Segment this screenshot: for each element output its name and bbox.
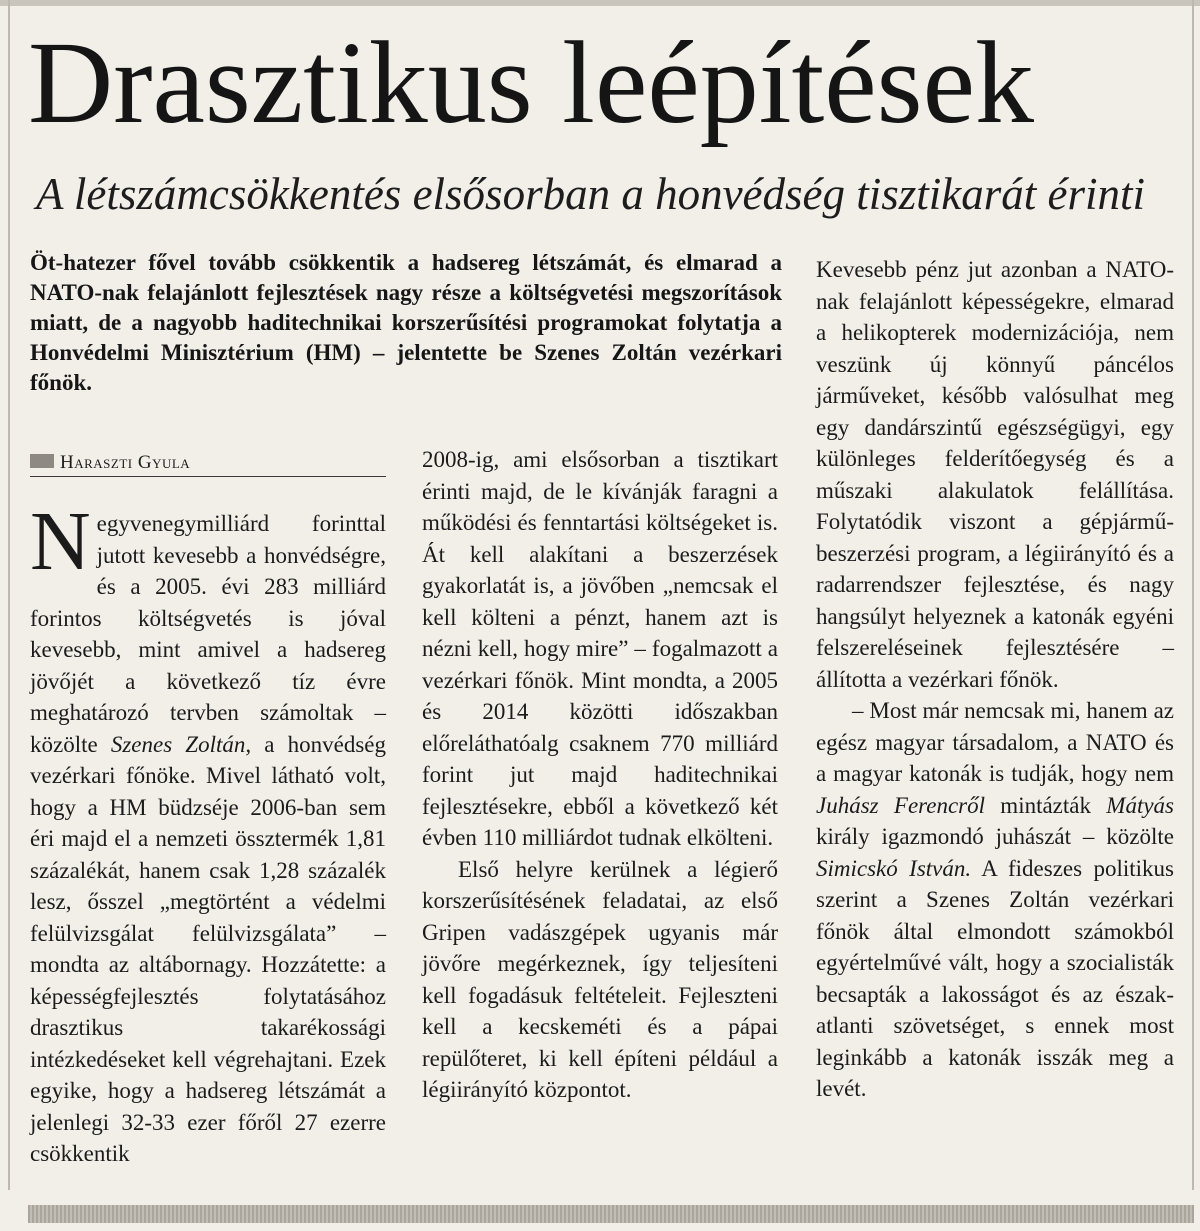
- body-paragraph-5: – Most már nemcsak mi, hanem az egész magyar társadalom, a NATO és a magyar katonák is tudják, hogy nem Juhász Ferencről mintázták Mátyás király igazmondó juhászát – közölte Simicskó István. A fideszes politikus szerint a Szenes Zoltán vezérkari főnök által elmondott számokból egyértelművé vált, hogy a szocialisták becsapták a lakosságot és az észak-atlanti szövetséget, s ennek most leginkább a katonák isszák meg a levét.: [816, 698, 1174, 1101]
- body-paragraph-1: Negyvenegymilliárd forinttal jutott kevesebb a honvédségre, és a 2005. évi 283 milliárd forintos költségvetés is jóval kevesebb, mint amivel a hadsereg jövőjét a következő tíz évre meghatározó tervben számoltak – közölte Szenes Zoltán, a honvédség vezérkari főnöke. Mivel látható volt, hogy a HM büdzséje 2006-ban sem éri majd el a nemzeti össztermék 1,81 százalékát, hanem csak 1,28 százalék lesz, ősszel „megtörtént a védelmi felülvizsgálat felülvizsgálata” – mondta az altábornagy. Hozzátette: a képességfejlesztés folytatásához drasztikus takarékossági intézkedéseket kell végrehajtani. Ezek egyike, hogy a hadsereg létszámát a jelenlegi 32-33 ezer főről 27 ezerre csökkentik: [30, 495, 387, 1166]
- bottom-border-rule: [28, 1205, 1194, 1223]
- person-name: Mátyás: [1106, 792, 1174, 818]
- author-name: Haraszti Gyula: [60, 452, 191, 473]
- column-3: [816, 254, 1174, 1105]
- byline: [30, 452, 386, 477]
- body-paragraph-3: Első helyre kerülnek a légierő korszerűsítésének feladatai, az első Gripen vadászgépek ugyanis már jövőre megérkeznek, így teljesíteni kell fogadásuk feltételeit. Fejleszteni kell a kecskeméti és a pápai repülőteret, ki kell építeni például a légiirányító központot.: [422, 856, 778, 1102]
- subheadline: A létszámcsökkentés elsősorban a honvédség tisztikarát érinti: [36, 169, 1146, 219]
- drop-cap: N: [30, 495, 91, 588]
- byline-marker-block: [30, 454, 54, 468]
- headline: Drasztikus leépítések: [28, 17, 1034, 148]
- person-name: Szenes Zoltán,: [110, 731, 252, 757]
- person-name: Juhász Ferencről: [816, 792, 986, 818]
- lead-paragraph: Öt-hatezer fővel tovább csökkentik a hadsereg létszámát, és elmarad a NATO-nak felajánlott fejlesztések nagy része a költségvetési megszorítások miatt, de a nagyobb haditechnikai korszerűsítési programokat folytatja a Honvédelmi Minisztérium (HM) – jelentette be Szenes Zoltán vezérkari főnök.: [30, 250, 782, 395]
- body-paragraph-2: 2008-ig, ami elsősorban a tisztikart érinti majd, de le kívánják faragni a működési és fenntartási költségeket is. Át kell alakítani a beszerzések gyakorlatát is, a jövőben „nemcsak el kell költeni a pénzt, hanem azt is nézni kell, hogy mire” – fogalmazott a vezérkari főnök. Mint mondta, a 2005 és 2014 közötti időszakban előreláthatóalg csaknem 770 milliárd forint jut majd haditechnikai fejlesztésekre, ebből a következő két évben 110 milliárdot tudnak elkölteni.: [422, 447, 778, 850]
- column-2: [422, 444, 778, 1106]
- top-frame-rule: [0, 0, 1200, 6]
- column-1: [30, 495, 387, 1170]
- left-frame-rule: [8, 0, 10, 1190]
- right-frame-rule: [1192, 0, 1194, 1190]
- person-name: Simicskó István.: [816, 855, 972, 881]
- body-paragraph-4: Kevesebb pénz jut azonban a NATO-nak felajánlott képességekre, elmarad a helikopterek modernizációja, nem veszünk új könnyű páncélos járműveket, később valósulhat meg egy dandárszintű egészségügyi, egy különleges felderítőegység és a műszaki alakulatok felállítása. Folytatódik viszont a gépjármű-beszerzési program, a légiirányító és a radarrendszer fejlesztése, és nagy hangsúlyt helyeznek a katonák egyéni felszereléseinek fejlesztésére – állította a vezérkari főnök.: [816, 257, 1174, 692]
